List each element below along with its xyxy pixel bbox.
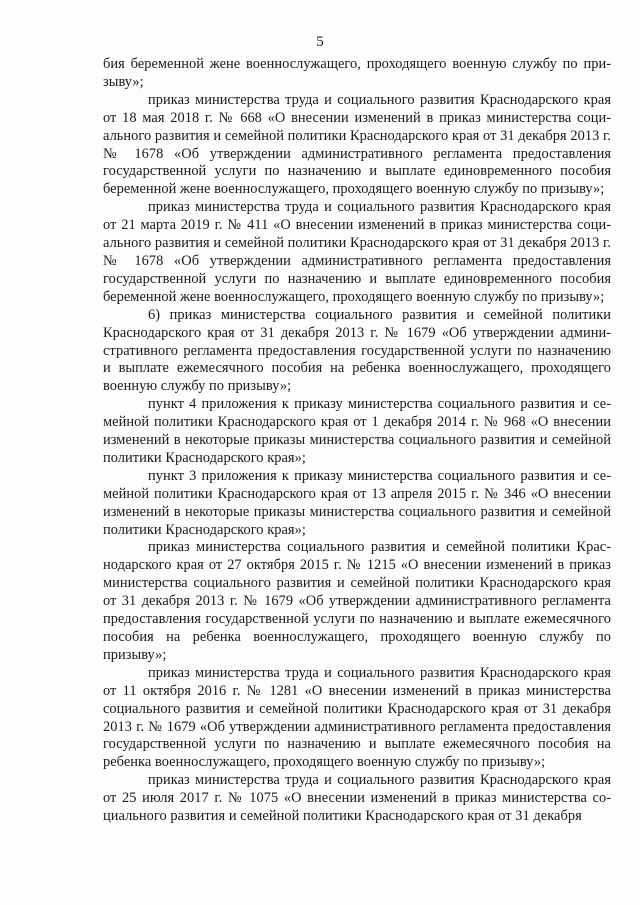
document-body bbox=[103, 56, 611, 826]
paragraph-item-6-order-1679: 6) приказ министерства социального развития и семейной политики Краснодарского края от 31 декабря 2013 г. № 1679 «Об утверждении административного регламента предоставления государственной услуги по назначению и выплате ежемесячного пособия на ребенка военнослужащего, проходящего военную службу по призыву»; bbox=[103, 306, 611, 395]
paragraph-order-668: приказ министерства труда и социального развития Краснодарского края от 18 мая 2018 г. № 668 «О внесении изменений в приказ министерства социального развития и семейной политики Краснодарского края от 31 декабря 2013 г. № 1678 «Об утверждении административного регламента предоставления государственной услуги по назначению и выплате единовременного пособия беременной жене военнослужащего, проходящего военную службу по призыву»; bbox=[103, 91, 611, 198]
paragraph-order-1075: приказ министерства труда и социального развития Краснодарского края от 25 июля 2017 г. № 1075 «О внесении изменений в приказ министерства социального развития и семейной политики Краснодарского края от 31 декабря bbox=[103, 772, 611, 825]
page-number: 5 bbox=[316, 34, 324, 50]
paragraph-order-411: приказ министерства труда и социального развития Краснодарского края от 21 марта 2019 г. № 411 «О внесении изменений в приказ министерства социального развития и семейной политики Краснодарского края от 31 декабря 2013 г. № 1678 «Об утверждении административного регламента предоставления государственной услуги по назначению и выплате единовременного пособия беременной жене военнослужащего, проходящего военную службу по призыву»; bbox=[103, 199, 611, 305]
paragraph-order-1281: приказ министерства труда и социального развития Краснодарского края от 11 октября 2016 г. № 1281 «О внесении изменений в приказ министерства социального развития и семейной политики Краснодарского края от 31 декабря 2013 г. № 1679 «Об утверждении административного регламента предоставления государственной услуги по назначению и выплате ежемесячного пособия на ребенка военнослужащего, проходящего военную службу по призыву»; bbox=[103, 664, 611, 771]
paragraph-continuation: бия беременной жене военнослужащего, проходящего военную службу по призыву»; bbox=[103, 56, 611, 90]
paragraph-order-1215: приказ министерства социального развития и семейной политики Краснодарского края от 27 октября 2015 г. № 1215 «О внесении изменений в приказ министерства социального развития и семейной политики Краснодарского края от 31 декабря 2013 г. № 1679 «Об утверждении административного регламента предоставления государственной услуги по назначению и выплате ежемесячного пособия на ребенка военнослужащего, проходящего военную службу по призыву»; bbox=[103, 539, 611, 663]
paragraph-point-4-order-968: пункт 4 приложения к приказу министерства социального развития и семейной политики Краснодарского края от 1 декабря 2014 г. № 968 «О внесении изменений в некоторые приказы министерства социального развития и семейной политики Краснодарского края»; bbox=[103, 396, 611, 466]
paragraph-point-3-order-346: пункт 3 приложения к приказу министерства социального развития и семейной политики Краснодарского края от 13 апреля 2015 г. № 346 «О внесении изменений в некоторые приказы министерства социального развития и семейной политики Краснодарского края»; bbox=[103, 467, 611, 538]
